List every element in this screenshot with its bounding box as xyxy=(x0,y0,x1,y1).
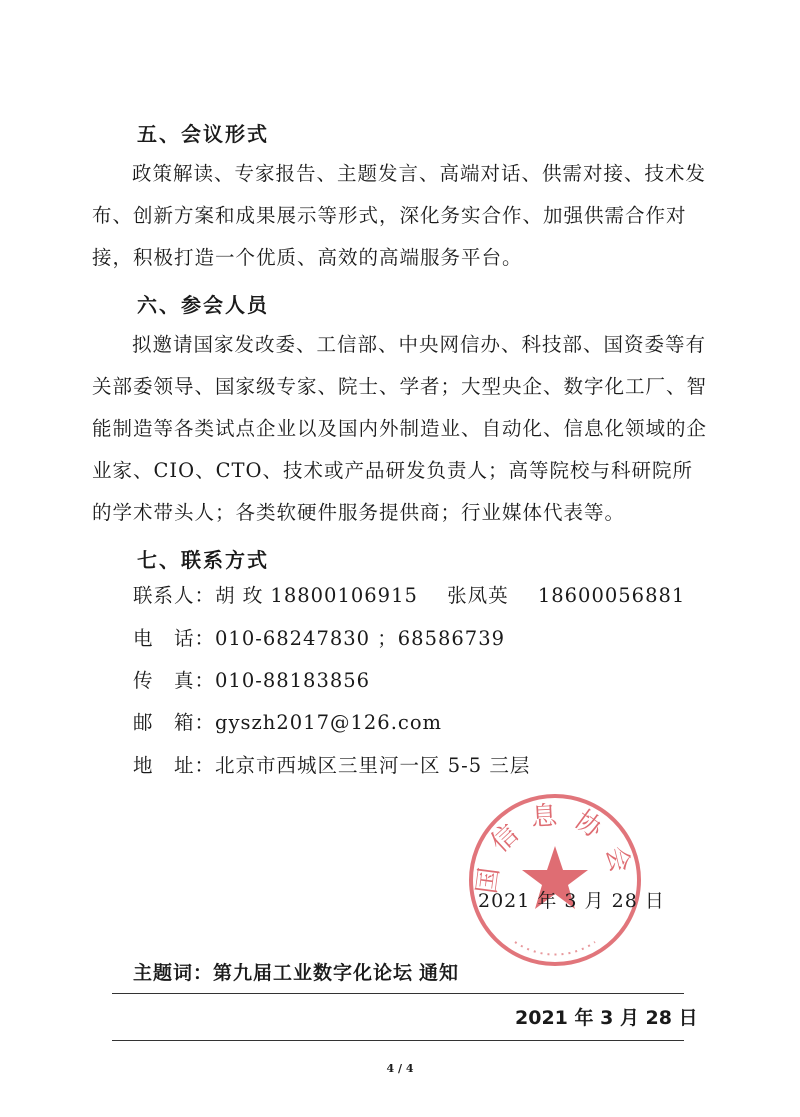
divider-top xyxy=(112,993,684,994)
page-number: 4 / 4 xyxy=(386,1062,414,1075)
section-heading-6: 六、参会人员 xyxy=(137,293,269,317)
divider-bottom xyxy=(112,1040,684,1041)
subject-line xyxy=(133,958,459,985)
email-label: 邮 箱： xyxy=(133,711,216,734)
subject-label: 主题词： xyxy=(133,962,214,984)
subject-value: 第九届工业数字化论坛 xyxy=(213,962,414,984)
contact1-name: 胡 玫 xyxy=(215,584,264,607)
address-label: 地 址： xyxy=(133,754,216,777)
phone-value: 010-68247830 ；68586739 xyxy=(215,627,506,650)
email-line xyxy=(133,707,442,735)
contact2-name: 张凤英 xyxy=(447,584,509,607)
phone-label: 电 话： xyxy=(133,627,216,650)
signature-date: 2021 年 3 月 28 日 xyxy=(478,890,665,912)
email-value: gyszh2017@126.com xyxy=(215,711,443,734)
section-heading-7: 七、联系方式 xyxy=(137,548,269,572)
fax-label: 传 真： xyxy=(133,669,216,692)
section-body-5: 政策解读、专家报告、主题发言、高端对话、供需对接、技术发布、创新方案和成果展示等形式，深化务实合作、加强供需合作对接，积极打造一个优质、高效的高端服务平台。 xyxy=(92,162,707,269)
address-line xyxy=(133,750,530,778)
contact2-phone: 18600056881 xyxy=(537,584,686,607)
subject-suffix: 通知 xyxy=(419,962,460,984)
contact-label: 联系人： xyxy=(133,584,216,607)
seal-org-text: 国信息协会 xyxy=(472,800,639,896)
issue-date: 2021 年 3 月 28 日 xyxy=(515,1007,698,1029)
fax-line xyxy=(133,665,370,693)
address-value: 北京市西城区三里河一区 5-5 三层 xyxy=(215,754,531,777)
phone-line xyxy=(133,623,505,651)
contact1-phone: 18800106915 xyxy=(270,584,418,607)
contact-line xyxy=(133,580,685,608)
official-seal xyxy=(465,790,645,970)
section-body-6: 拟邀请国家发改委、工信部、中央网信办、科技部、国资委等有关部委领导、国家级专家、院士、学者；大型央企、数字化工厂、智能制造等各类试点企业以及国内外制造业、自动化、信息化领域的企业家、CIO、CTO、技术或产品研发负责人；高等院校与科研院所的学术带头人；各类软硬件服务提供商；行业媒体代表等。 xyxy=(92,333,708,524)
fax-value: 010-88183856 xyxy=(215,669,371,692)
section-heading-5: 五、会议形式 xyxy=(137,122,269,146)
